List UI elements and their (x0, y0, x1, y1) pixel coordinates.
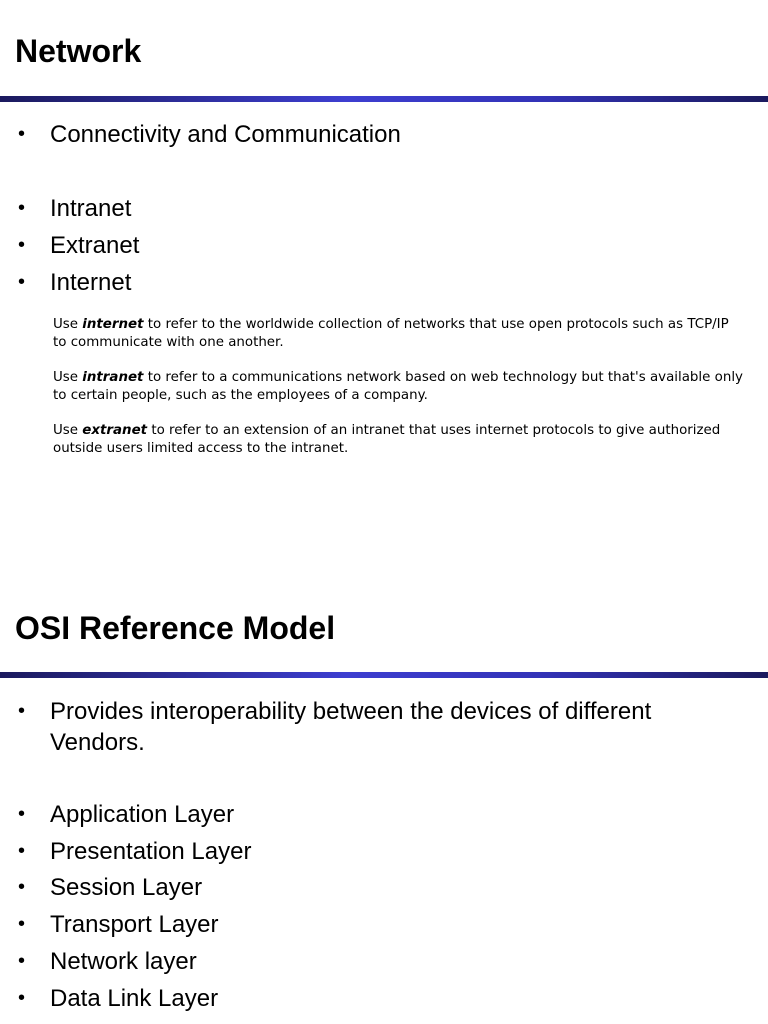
bullet-dot: • (18, 700, 26, 722)
bullet-dot: • (18, 123, 26, 145)
note-body: to refer to a communications network based on web technology but that's available only to certain people, such as the employees of a company. (53, 370, 743, 403)
bullet-text: Data Link Layer (50, 985, 219, 1012)
bullet-dot: • (18, 803, 26, 825)
note-body: to refer to the worldwide collection of networks that use open protocols such as TCP/IP to communicate with one another. (53, 317, 729, 350)
bullet-text: Internet (50, 269, 132, 296)
bullet-dot: • (18, 840, 26, 862)
slide-title: OSI Reference Model (15, 610, 336, 646)
definition-notes (53, 316, 743, 475)
bullet-dot: • (18, 950, 26, 972)
note-body: to refer to an extension of an intranet that uses internet protocols to give authorized outside users limited access to the intranet. (53, 423, 721, 456)
note-term: internet (82, 317, 144, 332)
bullet-dot: • (18, 987, 26, 1009)
bullet-text: Intranet (50, 195, 132, 222)
bullet-text: Connectivity and Communication (50, 121, 401, 148)
bullet-text: Application Layer (50, 801, 235, 828)
note-prefix: Use (53, 370, 83, 385)
bullet-dot: • (18, 234, 26, 256)
note-term: intranet (82, 370, 144, 385)
bullet-text: Extranet (50, 232, 140, 259)
title-underline (0, 672, 768, 678)
bullet-text: Provides interoperability between the devices of different Vendors. (50, 698, 652, 756)
note-internet (53, 316, 743, 351)
slide-osi-reference-model (0, 576, 768, 1024)
bullet-text: Transport Layer (50, 911, 219, 938)
note-prefix: Use (53, 423, 83, 438)
note-extranet (53, 422, 743, 457)
bullet-item (0, 696, 740, 758)
bullet-text: Session Layer (50, 874, 203, 901)
bullet-dot: • (18, 876, 26, 898)
bullet-text: Network layer (50, 948, 197, 975)
note-term: extranet (82, 423, 148, 438)
bullet-dot: • (18, 197, 26, 219)
slide-title: Network (15, 33, 142, 69)
bullet-text: Presentation Layer (50, 838, 252, 865)
bullet-dot: • (18, 271, 26, 293)
bullet-dot: • (18, 913, 26, 935)
note-prefix: Use (53, 317, 83, 332)
note-intranet (53, 369, 743, 404)
title-underline (0, 96, 768, 102)
